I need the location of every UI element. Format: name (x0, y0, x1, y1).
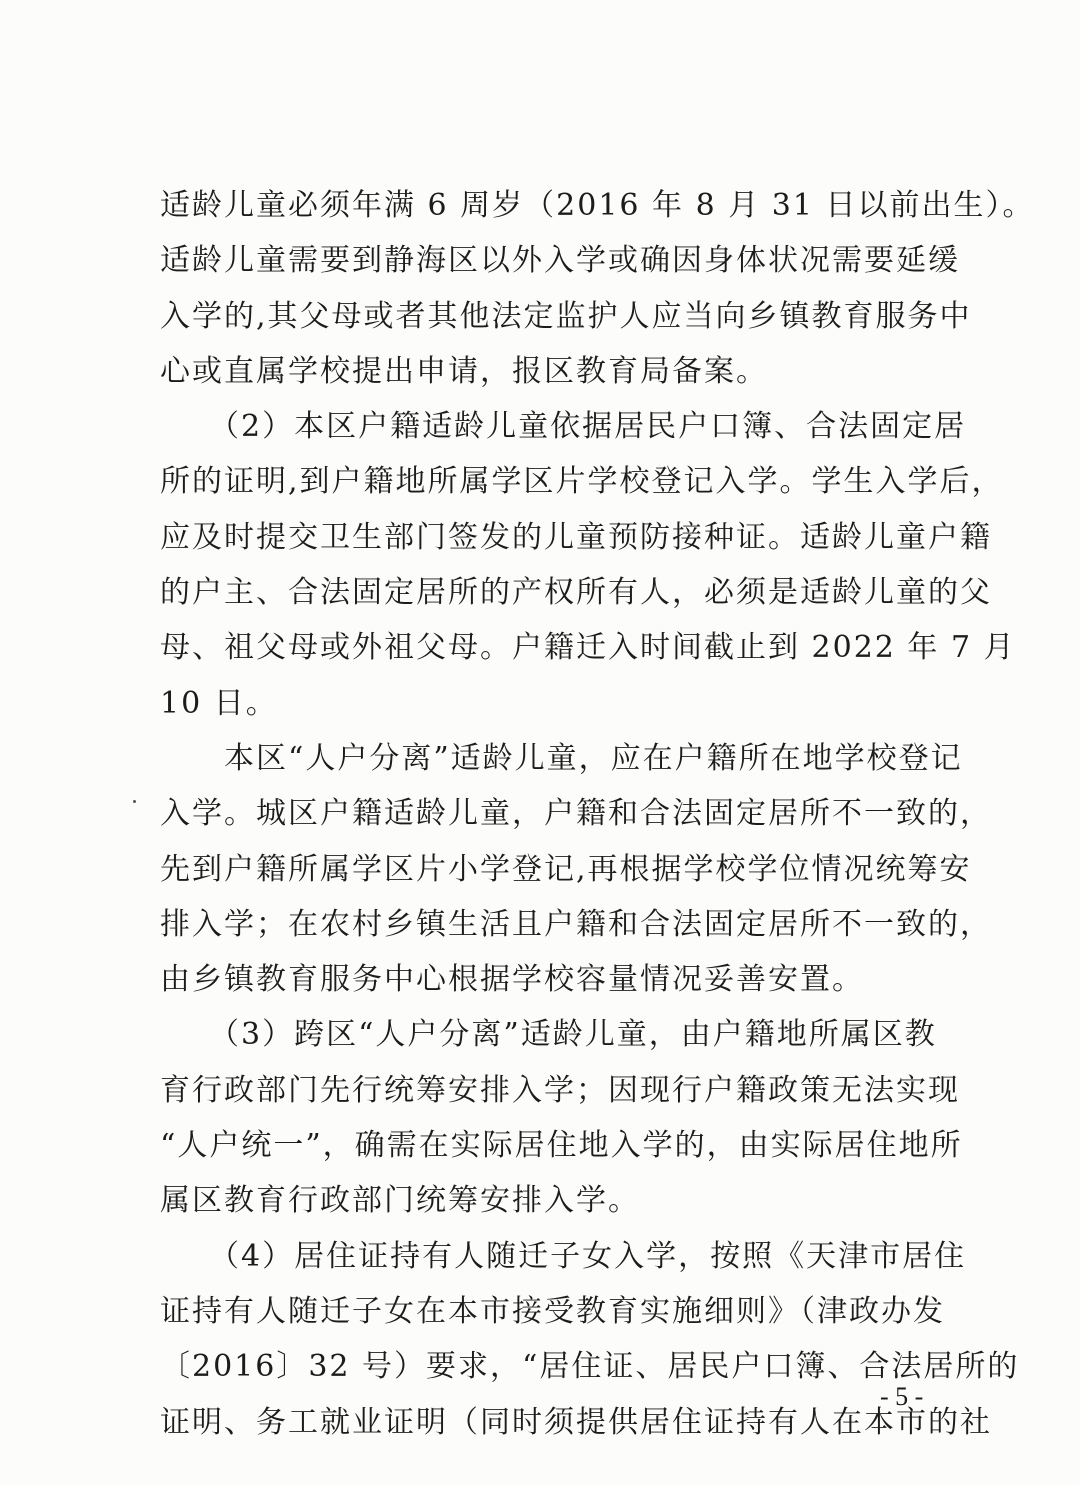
text-line: 母、祖父母或外祖父母。户籍迁入时间截止到 2022 年 7 月 (160, 630, 1016, 666)
text-line: （4）居住证持有人随迁子女入学，按照《天津市居住 (160, 1238, 967, 1274)
body-text (160, 178, 1035, 1450)
text-line: 10 日。 (160, 685, 278, 721)
text-line: 适龄儿童必须年满 6 周岁（2016 年 8 月 31 日以前出生）。 (160, 188, 1035, 223)
text-line: （2）本区户籍适龄儿童依据居民户口簿、合法固定居 (160, 409, 967, 445)
page-number: - 5 - (880, 1382, 924, 1411)
text-line: 适龄儿童需要到静海区以外入学或确因身体状况需要延缓 (160, 243, 960, 279)
text-line: （3）跨区“人户分离”适龄儿童，由户籍地所属区教 (160, 1017, 937, 1053)
text-line: 证持有人随迁子女在本市接受教育实施细则》（津政办发 (160, 1293, 945, 1329)
text-line: 所的证明,到户籍地所属学区片学校登记入学。学生入学后， (160, 464, 1004, 500)
scan-speck (133, 800, 136, 803)
text-line: 由乡镇教育服务中心根据学校容量情况妥善安置。 (160, 962, 864, 998)
text-line: 入学。城区户籍适龄儿童，户籍和合法固定居所不一致的， (160, 796, 992, 832)
text-line: 育行政部门先行统筹安排入学；因现行户籍政策无法实现 (160, 1072, 960, 1108)
text-line: 先到户籍所属学区片小学登记,再根据学校学位情况统筹安 (160, 851, 972, 887)
text-line: “人户统一”，确需在实际居住地入学的，由实际居住地所 (160, 1128, 963, 1164)
text-line: 排入学；在农村乡镇生活且户籍和合法固定居所不一致的， (160, 906, 992, 942)
text-line: 证明、务工就业证明（同时须提供居住证持有人在本市的社 (160, 1404, 992, 1440)
text-line: 应及时提交卫生部门签发的儿童预防接种证。适龄儿童户籍 (160, 519, 992, 555)
text-line: 本区“人户分离”适龄儿童，应在户籍所在地学校登记 (160, 740, 963, 776)
text-line: 入学的,其父母或者其他法定监护人应当向乡镇教育服务中 (160, 298, 972, 334)
text-line: 的户主、合法固定居所的产权所有人，必须是适龄儿童的父 (160, 575, 992, 611)
text-line: 心或直属学校提出申请，报区教育局备案。 (160, 353, 768, 389)
text-line: 〔2016〕32 号）要求，“居住证、居民户口簿、合法居所的 (160, 1349, 1020, 1385)
text-line: 属区教育行政部门统筹安排入学。 (160, 1183, 640, 1219)
